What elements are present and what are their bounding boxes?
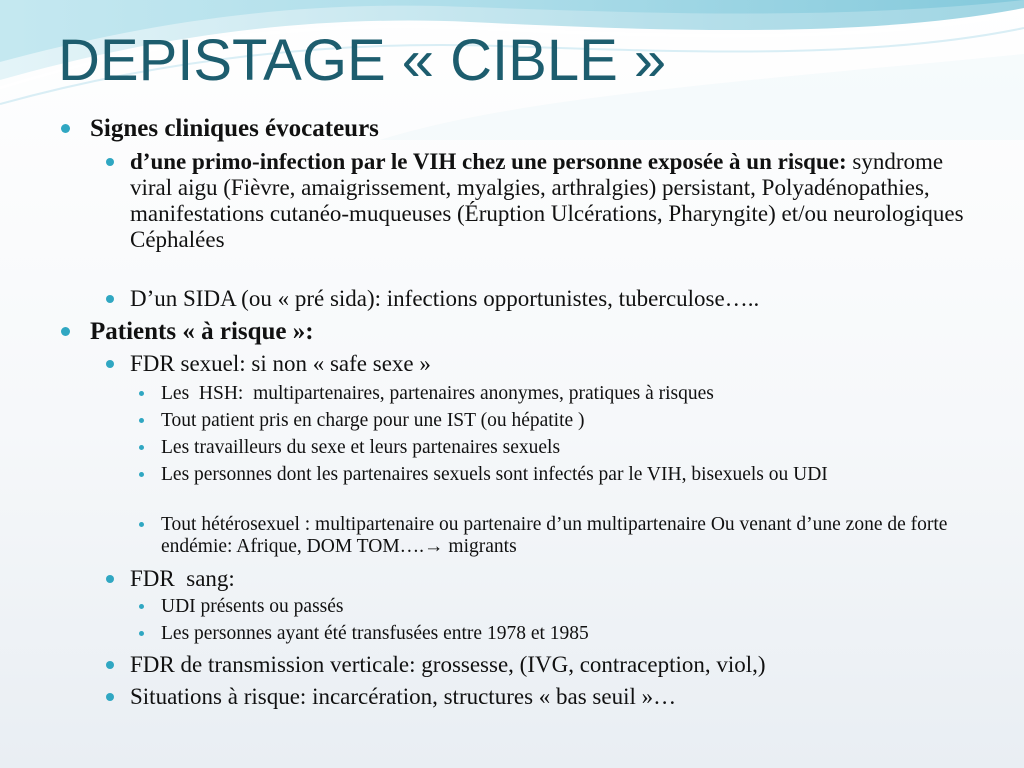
bullet-fdr-sang [130, 566, 965, 592]
bullet-text: Les travailleurs du sexe et leurs partenaires sexuels [161, 437, 561, 458]
bullet-situations-risque [130, 684, 965, 710]
bullet-sida [130, 286, 965, 312]
bullet-dot-icon [61, 327, 70, 336]
bullet-text: Signes cliniques évocateurs [90, 115, 379, 142]
bullet-fdr-sexuel [130, 351, 965, 377]
bullet-travailleurs-sexe [161, 437, 971, 459]
bullet-dot-icon [106, 693, 114, 701]
bullet-text: Tout hétérosexuel : multipartenaire ou partenaire d’un multipartenaire Ou venant d’une zone de forte endémie: Afrique, DOM TOM….→ migrants [161, 514, 948, 557]
bullet-text: Les personnes dont les partenaires sexuels sont infectés par le VIH, bisexuels ou UDI [161, 464, 828, 485]
bullet-dot-icon [139, 445, 144, 450]
bullet-partenaires-vih [161, 464, 971, 486]
bullet-text: Patients « à risque »: [90, 318, 314, 345]
bullet-dot-icon [139, 418, 144, 423]
bullet-ist [161, 410, 971, 432]
bullet-dot-icon [106, 360, 114, 368]
bullet-dot-icon [139, 604, 144, 609]
bullet-bold-text: d’une primo-infection par le VIH chez une personne exposée à un risque: [130, 149, 847, 174]
bullet-text: FDR sexuel: si non « safe sexe » [130, 351, 431, 376]
bullet-text: FDR de transmission verticale: grossesse, (IVG, contraception, viol,) [130, 652, 766, 677]
bullet-dot-icon [61, 124, 70, 133]
bullet-text: Tout patient pris en charge pour une IST (ou hépatite ) [161, 410, 585, 431]
bullet-hsh [161, 383, 971, 405]
bullet-text: syndrome viral aigu (Fièvre, amaigrissement, myalgies, arthralgies) persistant, Polyadénopathies, manifestations cutanéo-muqueuses (Éruption Ulcérations, Pharyngite) et/ou neurologiques Céphalées [130, 149, 964, 252]
bullet-text: UDI présents ou passés [161, 596, 344, 617]
bullet-dot-icon [139, 631, 144, 636]
bullet-text: Les HSH: multipartenaires, partenaires anonymes, pratiques à risques [161, 383, 714, 404]
bullet-text: Les personnes ayant été transfusées entre 1978 et 1985 [161, 623, 589, 644]
bullet-dot-icon [106, 295, 114, 303]
bullet-dot-icon [106, 158, 114, 166]
bullet-primo-infection [130, 149, 965, 253]
slide-title: DEPISTAGE « CIBLE » [58, 28, 667, 93]
bullet-text: D’un SIDA (ou « pré sida): infections opportunistes, tuberculose….. [130, 286, 760, 311]
bullet-dot-icon [106, 661, 114, 669]
bullet-text: Situations à risque: incarcération, structures « bas seuil »… [130, 684, 677, 709]
bullet-heterosexuel [161, 514, 971, 558]
bullet-signes-cliniques [90, 115, 990, 143]
bullet-dot-icon [139, 391, 144, 396]
bullet-patients-a-risque [90, 318, 990, 346]
bullet-dot-icon [106, 575, 114, 583]
bullet-dot-icon [139, 522, 144, 527]
bullet-dot-icon [139, 472, 144, 477]
bullet-udi [161, 596, 971, 618]
bullet-transmission-verticale [130, 652, 965, 678]
bullet-text: FDR sang: [130, 566, 235, 591]
bullet-transfusees [161, 623, 971, 645]
